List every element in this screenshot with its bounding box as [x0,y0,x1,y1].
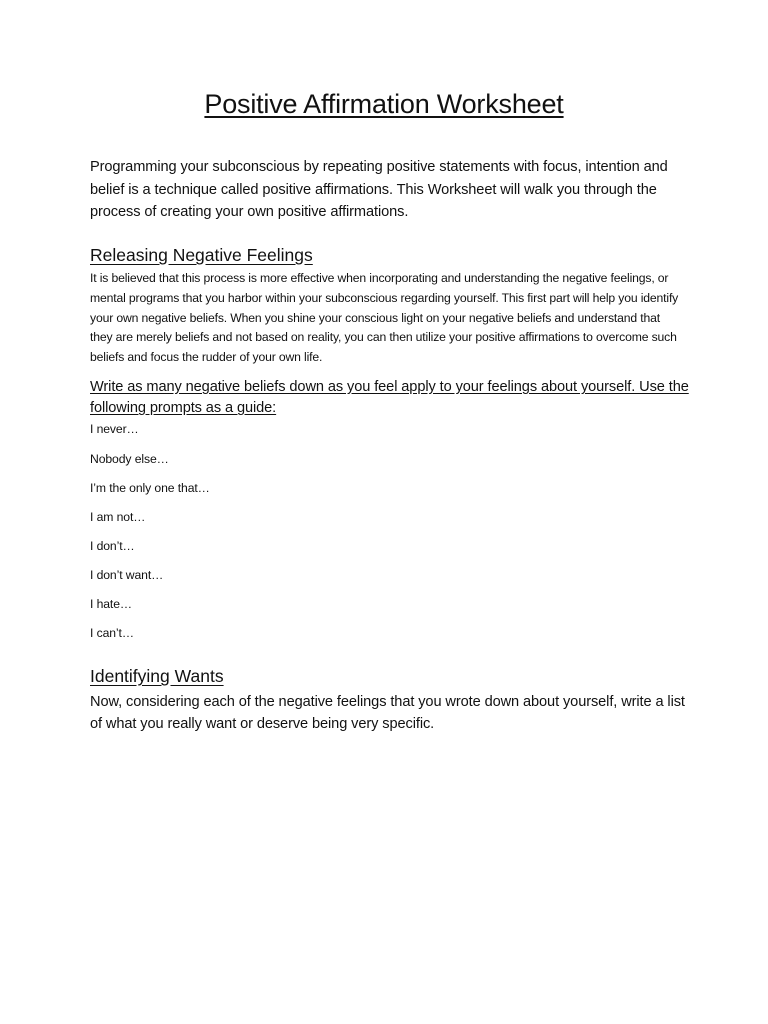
identifying-paragraph: Now, considering each of the negative feelings that you wrote down about yourself, write a list of what you really want or deserve being very specific. [90,694,685,732]
prompt-item: I’m the only one that… [90,481,210,495]
prompt-item: I hate… [90,597,132,611]
page-title: Positive Affirmation Worksheet [204,89,564,119]
prompt-item: I can’t… [90,626,134,640]
prompt-item: I never… [90,422,139,436]
prompt-item: I don’t… [90,539,135,553]
prompt-item: I don’t want… [90,568,164,582]
prompt-item: Nobody else… [90,452,169,466]
releasing-paragraph: It is believed that this process is more effective when incorporating and understanding the negative feelings, or mental programs that you harbor within your subconscious regarding yourself. This first part will help you identify your own negative beliefs. When you shine your conscious light on your negative beliefs and understand that they are merely beliefs and not based on reality, you can then utilize your positive affirmations to overcome such beliefs and focus the rudder of your own life. [90,271,679,365]
releasing-heading: Releasing Negative Feelings [90,245,313,265]
identifying-heading: Identifying Wants [90,666,224,686]
instruction-text: Write as many negative beliefs down as you feel apply to your feelings about yourself. Use the following prompts as a guide: [90,379,689,416]
intro-paragraph: Programming your subconscious by repeating positive statements with focus, intention and belief is a technique called positive affirmations. This Worksheet will walk you through the process of creating your own positive affirmations. [90,159,668,220]
prompt-item: I am not… [90,510,146,524]
